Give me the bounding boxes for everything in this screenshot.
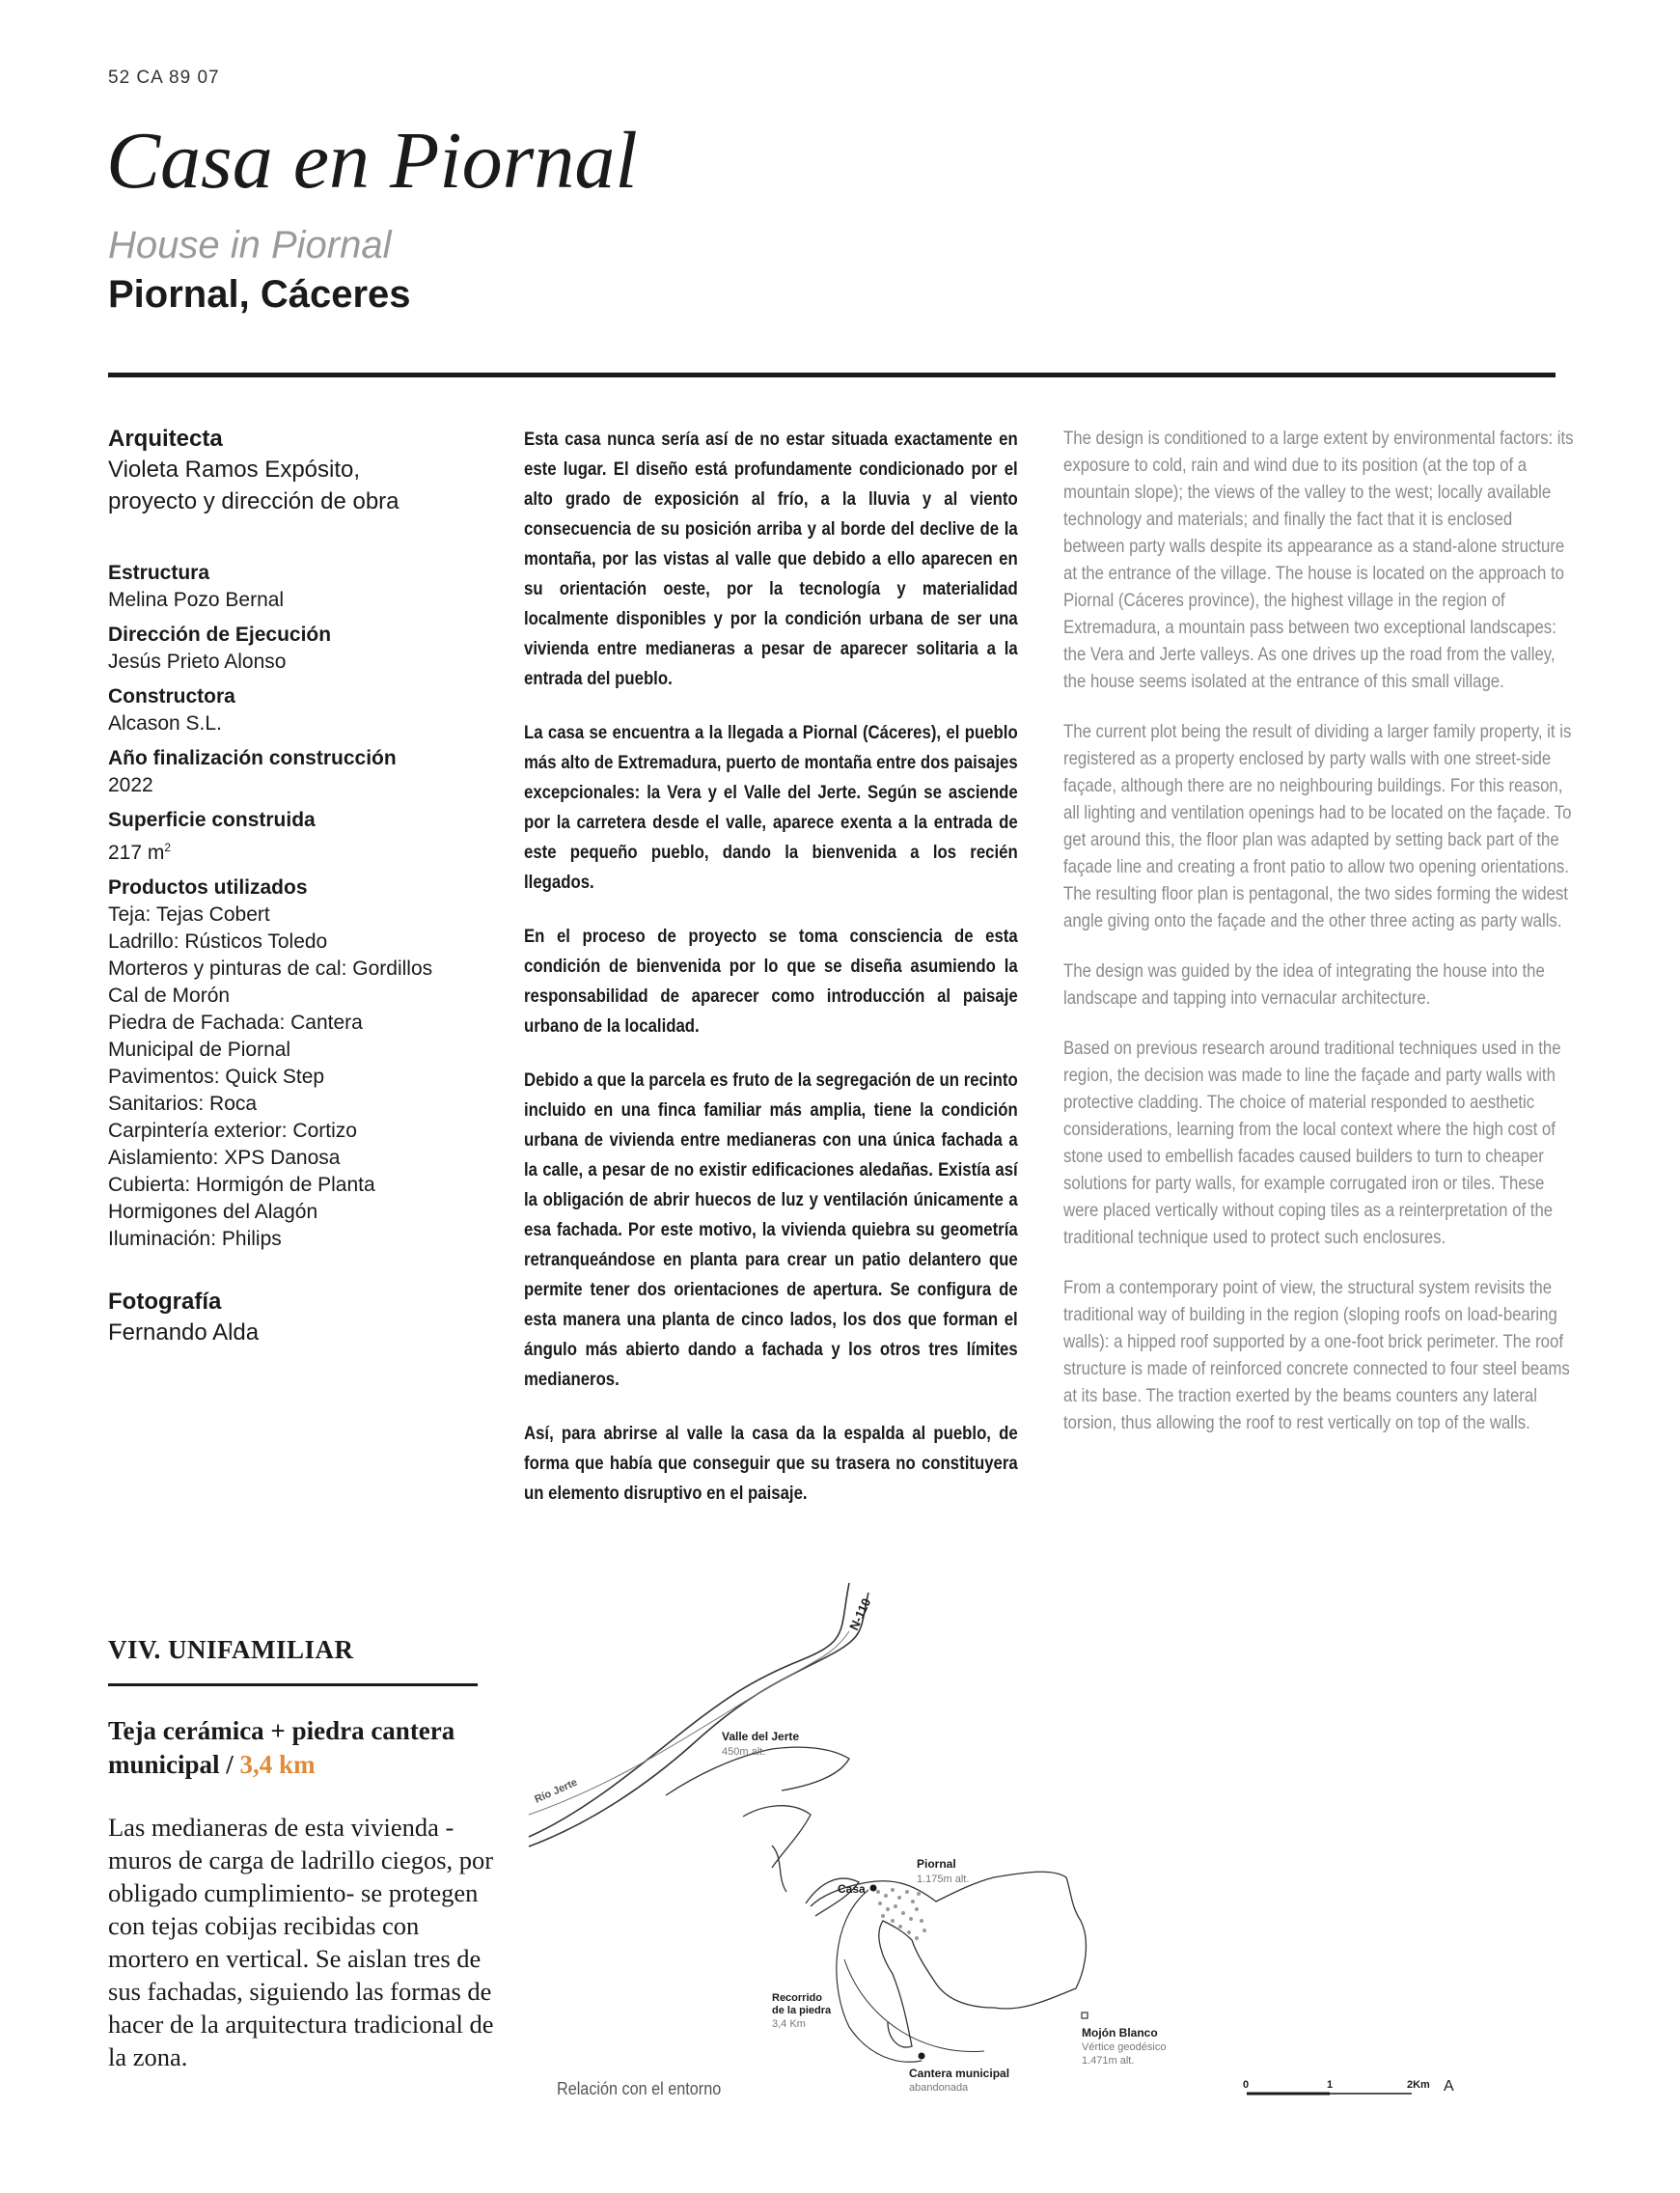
location-heading: Piornal, Cáceres [108,273,411,316]
product-item: Pavimentos: Quick Step [108,1066,325,1088]
page-reference: 52 CA 89 07 [108,68,220,88]
products-heading: Productos utilizados [108,876,308,899]
category-divider [108,1683,478,1686]
route-label-1: Recorrido [772,1992,822,2004]
credit-year [108,745,494,799]
river-label: Río Jerte [533,1776,580,1806]
product-item: Municipal de Piornal [108,1039,291,1061]
house-point [870,1885,877,1892]
photography-credit [108,1288,494,1348]
header-divider [108,373,1556,377]
credit-builder [108,683,494,737]
route-distance-label: 3,4 Km [772,2018,806,2030]
product-item: Sanitarios: Roca [108,1093,258,1115]
page-title: Casa en Piornal [106,116,638,206]
architect-name [108,454,494,517]
credit-heading: Dirección de Ejecución [108,624,332,646]
house-label: Casa [838,1882,866,1896]
credit-structure [108,560,494,614]
products-items [108,902,494,1253]
credits-column [108,425,494,1391]
village-dots [876,1888,926,1940]
architect-heading: Arquitecta [108,426,223,452]
village-label: Piornal [917,1857,956,1871]
village-alt-label: 1.175m alt. [917,1874,970,1885]
material-description: Las medianeras de esta vivienda -muros de carga de ladrillo ciegos, por obligado cumplimiento- se protegen con tejas cobijas recibidas con mortero en vertical. Se aislan tres de sus fachadas, siguiendo las formas de hacer de la arquitectura tradicional de la zona. [108,1813,494,2071]
route-label-2: de la piedra [772,2005,832,2016]
product-item: Piedra de Fachada: Cantera [108,1012,363,1034]
north-arrow-icon: A [1444,2078,1454,2095]
architect-name-line1: Violeta Ramos Expósito, [108,457,361,483]
category-heading: VIV. UNIFAMILIAR [108,1635,354,1664]
valley-alt-label: 450m alt. [722,1746,766,1758]
site-map [521,1564,1563,2104]
product-item: Teja: Tejas Cobert [108,903,270,926]
quarry-state-label: abandonada [909,2082,969,2094]
credit-heading: Año finalización construcción [108,747,397,769]
credit-value: Melina Pozo Bernal [108,589,285,611]
credit-value: Jesús Prieto Alonso [108,651,287,673]
english-text-column [1063,425,1575,1459]
product-item: Aislamiento: XPS Danosa [108,1147,341,1169]
scale-bar [1243,2078,1454,2095]
material-separator: / [219,1750,240,1779]
product-item: Iluminación: Philips [108,1228,282,1250]
material-heading [108,1714,494,1782]
area-value: 217 m [108,842,165,864]
photographer-name: Fernando Alda [108,1319,260,1346]
english-paragraph: The design was guided by the idea of integrating the house into the landscape and tapping into vernacular architecture. [1063,960,1545,1009]
product-item: Morteros y pinturas de cal: Gordillos [108,958,433,980]
landmark-alt-label: 1.471m alt. [1082,2055,1135,2067]
credit-execution [108,622,494,676]
spanish-text-column [524,425,1018,1533]
spanish-paragraph: Esta casa nunca sería así de no estar situada exactamente en este lugar. El diseño está profundamente condicionado por el alto grado de exposición al frío, a la lluvia y al viento consecuencia de su posición arriba y al borde del declive de la montaña, por las vistas al valle que debido a ello aparecen en su orientación oeste, por la tecnología y materialidad localmente disponibles y por la condición urbana de ser una vivienda entre medianeras a pesar de aparecer solitaria a la entrada del pueblo. [524,429,1018,689]
english-paragraph: Based on previous research around traditional techniques used in the region, the decision was made to line the façade and party walls with protective cladding. The choice of material responded to aesthetic considerations, learning from the local context where the high cost of stone used to embellish facades caused builders to turn to cheaper solutions for party walls, for example corrugated iron or tiles. These were placed vertically without coping tiles as a reinterpretation of the traditional technique used to protect such enclosures. [1063,1038,1561,1248]
english-paragraph: The design is conditioned to a large extent by environmental factors: its exposure to cold, rain and wind due to its position (at the top of a mountain slope); the views of the valley to the west; locally available technology and materials; and finally the fact that it is enclosed between party walls despite its appearance as a stand-alone structure at the entrance of the village. The house is located on the approach to Piornal (Cáceres province), the highest village in the region of Extremadura, a mountain pass between two exceptional landscapes: the Vera and Jerte valleys. As one drives up the road from the valley, the house seems isolated at the entrance of this small village. [1063,428,1574,692]
spanish-paragraph: Así, para abrirse al valle la casa da la espalda al pueblo, de forma que había que conseguir que su trasera no constituyera un elemento disruptivo en el paisaje. [524,1423,1018,1504]
product-item: Hormigones del Alagón [108,1201,318,1223]
map-caption: Relación con el entorno [557,2079,722,2098]
quarry-point [919,2053,925,2060]
credit-heading: Constructora [108,685,235,708]
landmark-point [1082,2013,1088,2018]
distance-label: 3,4 km [239,1750,316,1779]
architect-name-line2: proyecto y dirección de obra [108,488,399,514]
spanish-paragraph: La casa se encuentra a la llegada a Piornal (Cáceres), el pueblo más alto de Extremadura, puerto de montaña entre dos paisajes excepcionales: la Vera y el Valle del Jerte. Según se asciende por la carretera desde el valle, aparece exenta a la entrada de este pequeño pueblo, dando la bienvenida a los recién llegados. [524,722,1018,893]
valley-label: Valle del Jerte [722,1730,800,1743]
english-subtitle: House in Piornal [108,224,392,266]
quarry-label: Cantera municipal [909,2067,1010,2080]
spanish-paragraph: Debido a que la parcela es fruto de la segregación de un recinto incluido en una finca familiar más amplia, tiene la condición urbana de vivienda entre medianeras con una única fachada a la calle, a pesar de no existir edificaciones aledañas. Existía así la obligación de abrir huecos de luz y ventilación únicamente a esa fachada. Por este motivo, la vivienda quiebra su geometría retranqueándose en planta para crear un patio delantero que permite tener dos orientaciones de apertura. Se configura de esta manera una planta de cinco lados, los dos que forman el ángulo más abierto dando a fachada y los otros tres límites medianeros. [524,1069,1018,1390]
english-paragraph: From a contemporary point of view, the structural system revisits the traditional way of building in the region (sloping roofs on load-bearing walls): a hipped roof supported by a one-foot brick perimeter. The roof structure is made of reinforced concrete connected to four steel beams at its base. The traction exerted by the beams counters any lateral torsion, thus allowing the roof to rest vertically on top of the walls. [1063,1277,1570,1433]
products-list [108,874,494,1253]
product-item: Ladrillo: Rústicos Toledo [108,930,328,953]
photography-heading: Fotografía [108,1289,222,1315]
credit-heading: Superficie construida [108,809,316,831]
scale-label-1: 1 [1327,2079,1334,2091]
english-paragraph: The current plot being the result of dividing a larger family property, it is registered as a property enclosed by party walls with one street-side façade, although there are no neighbouring buildings. For this reason, all lighting and ventilation openings had to be located on the façade. To get around this, the floor plan was adapted by setting back part of the façade line and creating a front patio to allow two opening orientations. The resulting floor plan is pentagonal, the two sides forming the widest angle giving onto the façade and the other three acting as party walls. [1063,721,1572,931]
credit-area [108,807,494,867]
material-label: Teja cerámica + piedra cantera municipal [108,1716,455,1779]
credit-heading: Estructura [108,562,210,584]
road-label: N-110 [846,1596,874,1633]
landmark-label: Mojón Blanco [1082,2026,1158,2040]
product-item: Cal de Morón [108,985,231,1007]
product-item: Cubierta: Hormigón de Planta [108,1174,375,1196]
credit-value: 2022 [108,774,153,796]
road-line [529,1583,849,1837]
credit-value [108,834,494,867]
scale-label-0: 0 [1243,2079,1250,2091]
contour-line [743,1806,811,1868]
scale-label-2: 2Km [1407,2079,1430,2091]
credit-value: Alcason S.L. [108,712,222,735]
radius-arc [844,1959,984,2052]
product-item: Carpintería exterior: Cortizo [108,1120,357,1142]
area-unit-sup: 2 [164,841,172,854]
landmark-type-label: Vértice geodésico [1082,2041,1167,2053]
terrain-outline [811,1872,1086,2047]
spanish-paragraph: En el proceso de proyecto se toma consciencia de esta condición de bienvenida por lo que se diseña asumiendo la responsabilidad de aparecer como introducción al paisaje urbano de la localidad. [524,926,1018,1037]
